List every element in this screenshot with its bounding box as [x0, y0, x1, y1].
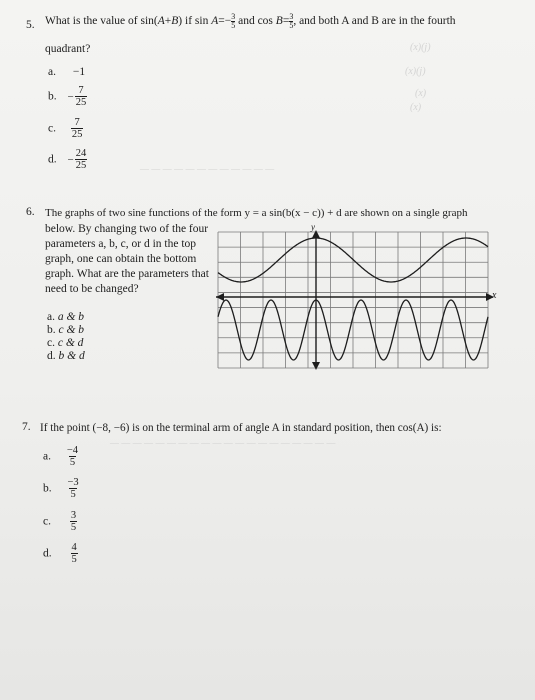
question-text: If the point (−8, −6) is on the terminal arm of angle A in standard position, then cos(A) is:	[40, 422, 442, 434]
option-b[interactable]: b. c & b	[47, 324, 85, 336]
question-text-line: below. By changing two of the four	[45, 223, 209, 235]
question-text-line: graph, one can obtain the bottom	[45, 253, 197, 265]
option-c[interactable]: c. $\frac{7}{25}$	[48, 117, 83, 140]
y-axis-arrow-bottom	[312, 362, 320, 370]
question-text-line2: quadrant?	[45, 43, 91, 55]
bleed-through-text: — — — — — — — — — — — — — — — — — — — —	[110, 438, 336, 449]
fraction: $\frac{3}{5}$	[289, 12, 294, 30]
option-a[interactable]: a. $\frac{-4}{5}$	[43, 445, 79, 468]
fraction: $\frac{3}{5}$	[231, 12, 236, 30]
option-c[interactable]: c. c & d	[47, 337, 84, 349]
option-b[interactable]: b. − $\frac{7}{25}$	[48, 85, 87, 108]
fraction: $\frac{7}{25}$	[71, 117, 83, 140]
option-d[interactable]: d. $\frac{4}{5}$	[43, 542, 77, 565]
bleed-through-text: (x)(j)	[405, 66, 426, 77]
sine-graph	[210, 222, 500, 374]
y-axis-label: y	[311, 222, 315, 232]
question-number: 7.	[22, 421, 31, 433]
option-d[interactable]: d. b & d	[47, 350, 85, 362]
question-number: 6.	[26, 206, 35, 218]
graph-grid	[218, 232, 488, 368]
x-axis-label: x	[492, 290, 497, 301]
x-axis-arrow-left	[216, 293, 224, 301]
fraction: $\frac{-3}{5}$	[67, 477, 79, 500]
bleed-through-text: (x)(j)	[410, 42, 431, 53]
bleed-through-text: — — — — — — — — — — — —	[140, 164, 275, 175]
question-text: What is the value of sin(A+B) if sin A=− $\frac{3}{5}$ and cos B= $\frac{3}{5}$ , and both A and B are in the fourth	[45, 12, 456, 30]
question-text-line: graph. What are the parameters that	[45, 268, 209, 280]
question-text: The graphs of two sine functions of the form y = a sin(b(x − c)) + d are shown on a single graph	[45, 207, 468, 219]
fraction: $\frac{4}{5}$	[71, 542, 77, 565]
option-a[interactable]: a. a & b	[47, 311, 85, 323]
option-a[interactable]: a. −1	[48, 66, 86, 78]
fraction: $\frac{3}{5}$	[70, 510, 77, 533]
question-text-line: parameters a, b, c, or d in the top	[45, 238, 197, 250]
fraction: $\frac{24}{25}$	[75, 148, 87, 171]
bleed-through-text: (x)	[410, 102, 422, 113]
fraction: $\frac{-4}{5}$	[66, 445, 79, 468]
option-c[interactable]: c. $\frac{3}{5}$	[43, 510, 77, 533]
question-number: 5.	[26, 19, 35, 31]
option-d[interactable]: d. − $\frac{24}{25}$	[48, 148, 87, 171]
option-b[interactable]: b. $\frac{-3}{5}$	[43, 477, 79, 500]
question-text-line: need to be changed?	[45, 283, 139, 295]
bleed-through-text: (x)	[415, 88, 427, 99]
fraction: $\frac{7}{25}$	[75, 85, 87, 108]
